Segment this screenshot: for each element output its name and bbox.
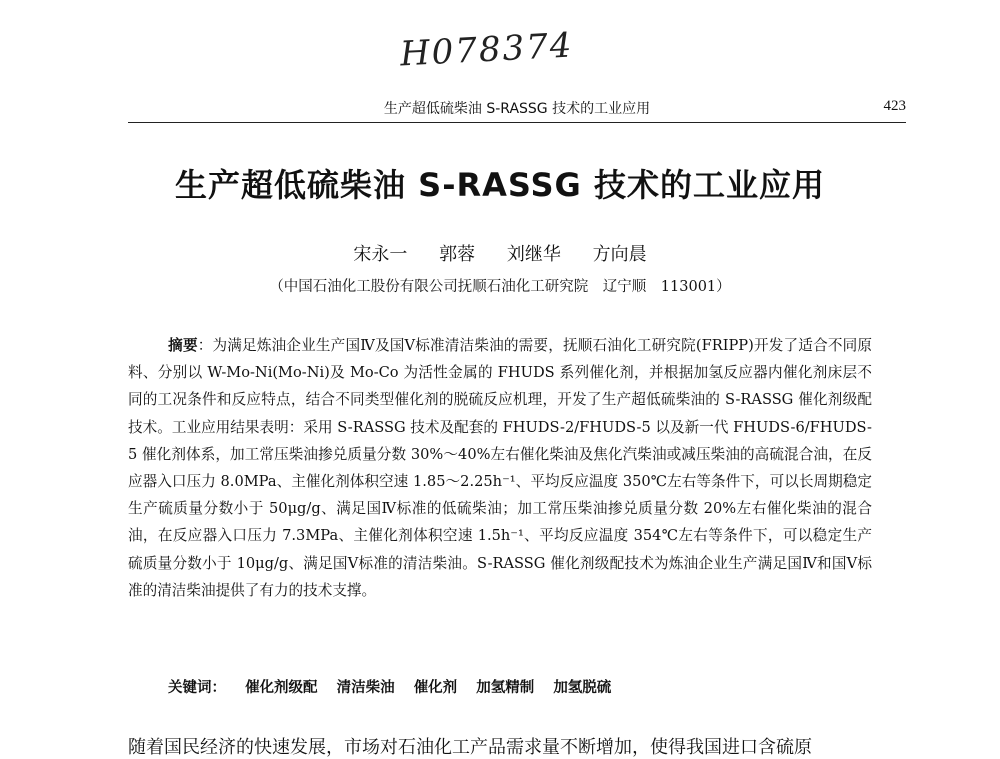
page-number: 423 <box>883 98 906 114</box>
abstract-label: 摘要 <box>168 337 198 354</box>
body-text-first-line: 随着国民经济的快速发展，市场对石油化工产品需求量不断增加，使得我国进口含硫原 <box>128 737 812 758</box>
author: 方向晨 <box>592 244 647 265</box>
affiliation: （中国石油化工股份有限公司抚顺石油化工研究院 辽宁顺 113001） <box>269 279 731 295</box>
running-head-title: 生产超低硫柴油 S-RASSG 技术的工业应用 <box>383 101 651 117</box>
keyword: 催化剂 <box>413 680 458 696</box>
abstract-text: ：为满足炼油企业生产国Ⅳ及国Ⅴ标准清洁柴油的需要，抚顺石油化工研究院(FRIPP)开发了适合不同原料、分别以 W-Mo-Ni(Mo-Ni)及 Mo-Co 为活性金属的 FHUDS 系列催化剂，并根据加氢反应器内催化剂床层不同的工况条件和反应特点，结合不同类型催化剂的脱硫反应机理，开发了生产超低硫柴油的 S-RASSG 催化剂级配技术。工业应用结果表明：采用 S-RASSG 技术及配套的 FHUDS-2/FHUDS-5 以及新一代 FHUDS-6/FHUDS-5 催化剂体系，加工常压柴油掺兑质量分数 30%～40%左右催化柴油及焦化汽柴油或减压柴油的高硫混合油，在反应器入口压力 8.0MPa、主催化剂体积空速 1.85～2.25h⁻¹、平均反应温度 350℃左右等条件下，可以长周期稳定生产硫质量分数小于 50μg/g、满足国Ⅳ标准的低硫柴油；加工常压柴油掺兑质量分数 20%左右催化柴油的混合油，在反应器入口压力 7.3MPa、主催化剂体积空速 1.5h⁻¹、平均反应温度 354℃左右等条件下，可以稳定生产硫质量分数小于 10μg/g、满足国Ⅴ标准的清洁柴油。S-RASSG 催化剂级配技术为炼油企业生产满足国Ⅳ和国Ⅴ标准的清洁柴油提供了有力的技术支撑。 <box>128 337 872 599</box>
running-head <box>128 94 906 123</box>
keyword: 加氢脱硫 <box>553 680 612 696</box>
keywords-label: 关键词： <box>168 680 226 696</box>
author-list <box>0 240 1000 266</box>
abstract <box>128 332 872 604</box>
keyword: 加氢精制 <box>476 680 535 696</box>
keyword: 催化剂级配 <box>245 680 318 696</box>
paper-title: 生产超低硫柴油 S-RASSG 技术的工业应用 <box>175 166 825 204</box>
author: 刘继华 <box>506 244 561 265</box>
author: 宋永一 <box>353 244 408 265</box>
handwritten-annotation: H078374 <box>399 25 575 75</box>
keywords <box>168 676 611 697</box>
author: 郭蓉 <box>439 244 476 265</box>
keyword: 清洁柴油 <box>336 680 395 696</box>
